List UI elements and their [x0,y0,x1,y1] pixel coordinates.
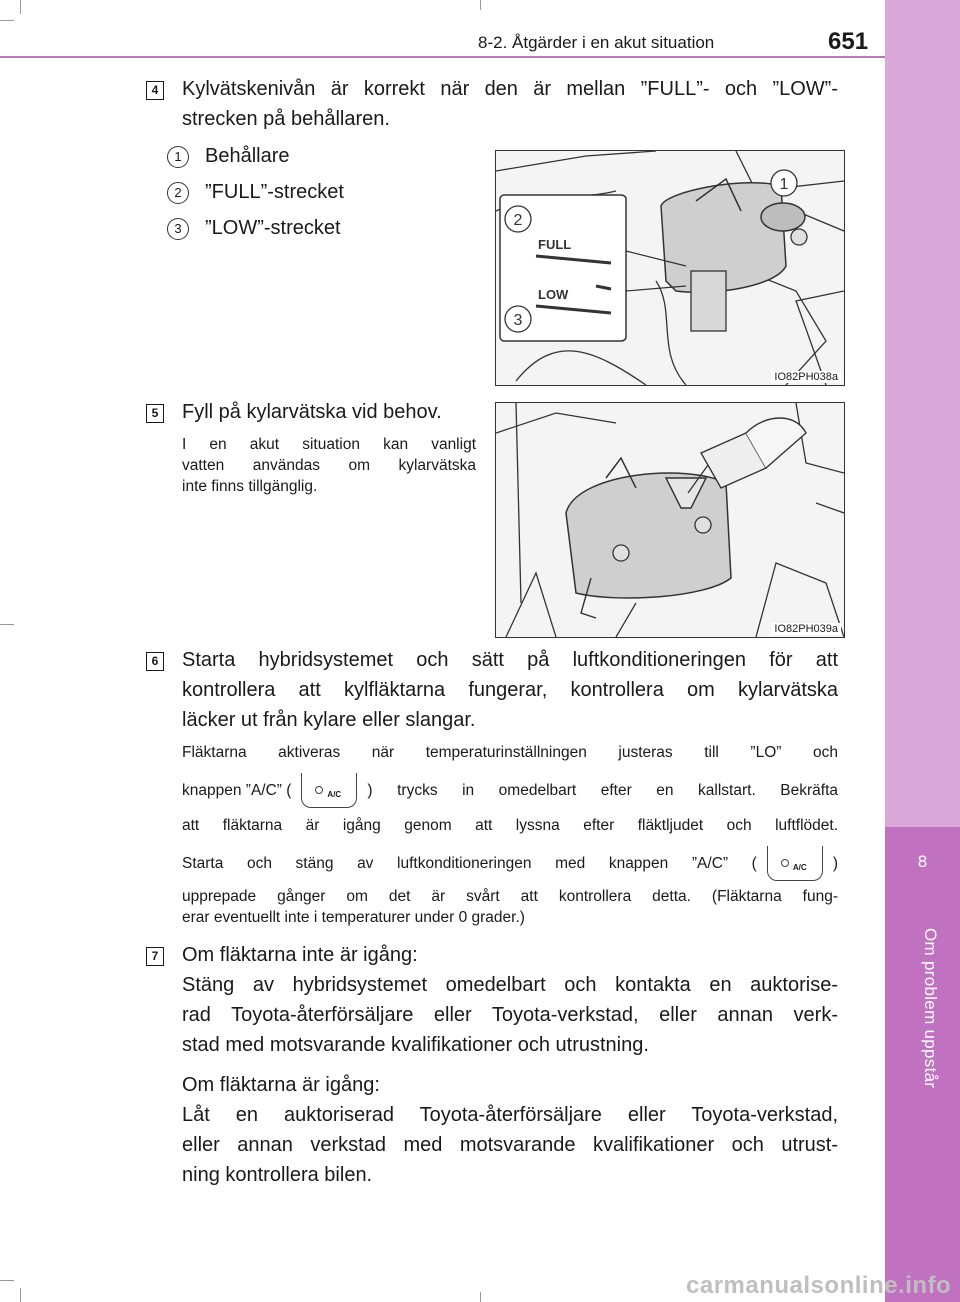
step-7-p2-line3: eller annan verkstad med motsvarande kvalifikationer och utrust- [182,1134,838,1156]
chapter-number: 8 [917,852,928,871]
item-label-container: Behållare [205,145,290,167]
step-number-4: 4 [146,81,164,100]
figure-filling-coolant [495,402,845,638]
crop-mark [480,1292,481,1302]
step-7-p2-line1: Om fläktarna är igång: [182,1074,380,1096]
step-5-text: Fyll på kylarvätska vid behov. [182,401,442,423]
crop-mark [20,1288,21,1302]
ac-button-icon [767,846,823,881]
ac-button-icon [301,773,357,808]
step-4-text-line2: strecken på behållaren. [182,108,390,130]
low-mark-label: LOW [538,287,569,302]
ac-button-label: A/C [327,790,342,799]
step-5-note-line1: I en akut situation kan vanligt [182,436,476,453]
step-6-note-line1: Fläktarna aktiveras när temperaturinställningen justeras till ”LO” och [182,744,838,761]
step-6-note-line6: erar eventuellt inte i temperaturer under 0 grader.) [182,909,525,926]
item-number-1: 1 [167,146,189,168]
step-7-p1-line2: Stäng av hybridsystemet omedelbart och kontakta en auktorise- [182,974,838,996]
indicator-dot [315,786,323,794]
watermark-link[interactable]: carmanualsonline.info [686,1272,952,1299]
step-6-text-line1: Starta hybridsystemet och sätt på luftkonditioneringen för att [182,649,838,671]
step-6-text-line3: läcker ut från kylare eller slangar. [182,709,476,731]
page-number: 651 [828,28,869,55]
step-7-p2-line4: ning kontrollera bilen. [182,1164,373,1186]
note-text: knappen ”A/C” ( [182,782,292,799]
step-6-note-line4 [182,846,838,881]
step-number-5: 5 [146,404,164,423]
figure-code: IO82PH039a [771,623,841,635]
callout-2: 2 [513,212,523,229]
item-number-2: 2 [167,182,189,204]
engine-illustration [496,151,844,385]
ac-button-label: A/C [792,863,807,872]
crop-mark [0,624,14,625]
step-4-text-line1: Kylvätskenivån är korrekt när den är mellan ”FULL”- och ”LOW”- [182,78,838,100]
crop-mark [0,1280,14,1281]
item-number-3: 3 [167,218,189,240]
indicator-dot [781,859,789,867]
chapter-title: Om problem uppstår [921,928,940,1089]
step-7-p1-line3: rad Toyota-återförsäljare eller Toyota-verkstad, eller annan verk- [182,1004,838,1026]
crop-mark [480,0,481,10]
step-5-note-line2: vatten användas om kylarvätska [182,457,476,474]
step-7-p1-line4: stad med motsvarande kvalifikationer och utrustning. [182,1034,649,1056]
callout-3: 3 [513,312,523,329]
step-number-7: 7 [146,947,164,966]
step-number-6: 6 [146,652,164,671]
header-section-title: 8-2. Åtgärder i en akut situation [478,33,715,52]
step-5-note-line3: inte finns tillgänglig. [182,478,318,495]
item-label-full-mark: ”FULL”-strecket [205,181,344,203]
header-rule [0,56,885,58]
step-6-note-line3: att fläktarna är igång genom att lyssna efter fläktljudet och luftflödet. [182,817,838,834]
full-mark-label: FULL [538,237,572,252]
step-6-note-line2 [182,773,838,808]
figure-code: IO82PH038a [771,371,841,383]
step-6-note-line5: upprepade gånger om det är svårt att kontrollera detta. (Fläktarna fung- [182,888,838,905]
step-7-p1-line1: Om fläktarna inte är igång: [182,944,418,966]
note-text: ) trycks in omedelbart efter en kallstart. Bekräfta [367,782,838,799]
callout-1: 1 [779,176,789,193]
coolant-fill-illustration [496,403,844,637]
step-6-text-line2: kontrollera att kylfläktarna fungerar, kontrollera om kylarvätska [182,679,838,701]
step-7-p2-line2: Låt en auktoriserad Toyota-återförsäljare eller Toyota-verkstad, [182,1104,838,1126]
item-label-low-mark: ”LOW”-strecket [205,217,341,239]
crop-mark [20,0,21,14]
crop-mark [0,20,14,21]
note-text: Starta och stäng av luftkonditioneringen med knappen ”A/C” ( [182,855,757,872]
note-text: ) [832,855,838,872]
figure-coolant-reservoir [495,150,845,386]
